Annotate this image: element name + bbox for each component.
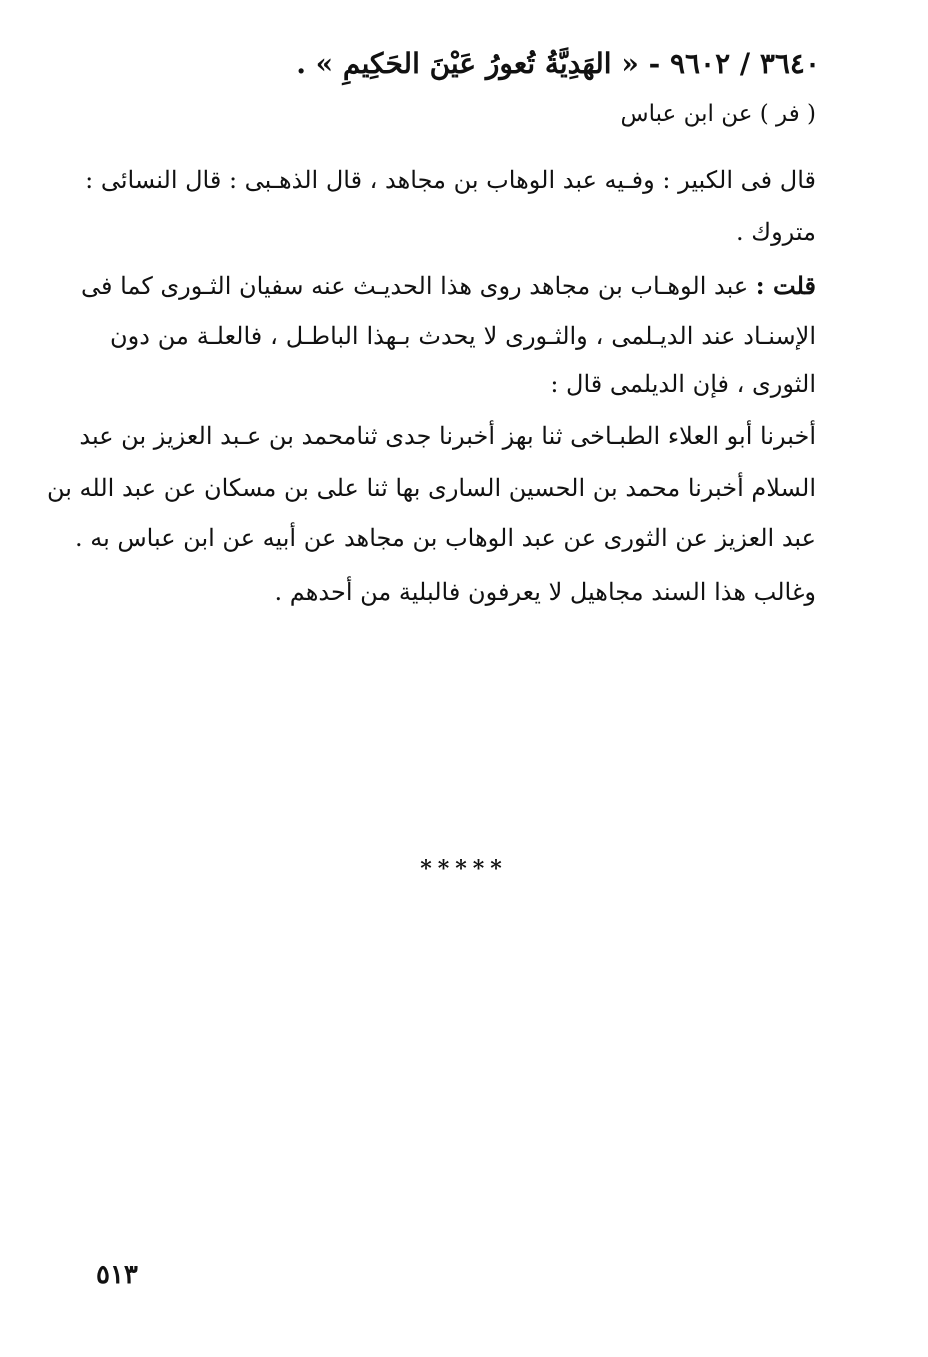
qultu-line: الثورى ، فإن الديلمى قال : bbox=[550, 370, 816, 398]
page-number: ٥١٣ bbox=[96, 1260, 138, 1290]
isnad-line: السلام أخبرنا محمد بن الحسين السارى بها ثنا على بن مسكان عن عبد الله بن bbox=[46, 474, 816, 502]
hadith-source: ( فر ) عن ابن عباس bbox=[620, 101, 816, 127]
qultu-label: قلت : bbox=[755, 271, 816, 300]
isnad-line: عبد العزيز عن الثورى عن عبد الوهاب بن مجاهد عن أبيه عن ابن عباس به . bbox=[74, 524, 816, 552]
qultu-line: الإسنـاد عند الديـلمى ، والثـورى لا يحدث بـهذا الباطـل ، فالعلـة من دون bbox=[110, 322, 816, 350]
qultu-line bbox=[81, 270, 816, 302]
qultu-text: عبد الوهـاب بن مجاهد روى هذا الحديـث عنه سفيان الثـورى كما فى bbox=[81, 272, 749, 300]
commentary-line: قال فى الكبير : وفـيه عبد الوهاب بن مجاهد ، قال الذهـبى : قال النسائى : bbox=[85, 166, 816, 194]
section-separator: ***** bbox=[420, 856, 508, 882]
commentary-line: متروك . bbox=[736, 218, 816, 246]
closing-line: وغالب هذا السند مجاهيل لا يعرفون فالبلية من أحدهم . bbox=[274, 578, 816, 606]
hadith-heading: ٣٦٤٠ / ٩٦٠٢ - « الهَدِيَّةُ تُعورُ عَيْنَ الحَكِيمِ » . bbox=[296, 47, 820, 80]
isnad-line: أخبرنا أبو العلاء الطبـاخى ثنا بهز أخبرنا جدى ثنامحمد بن عـبد العزيز بن عبد bbox=[79, 422, 816, 450]
